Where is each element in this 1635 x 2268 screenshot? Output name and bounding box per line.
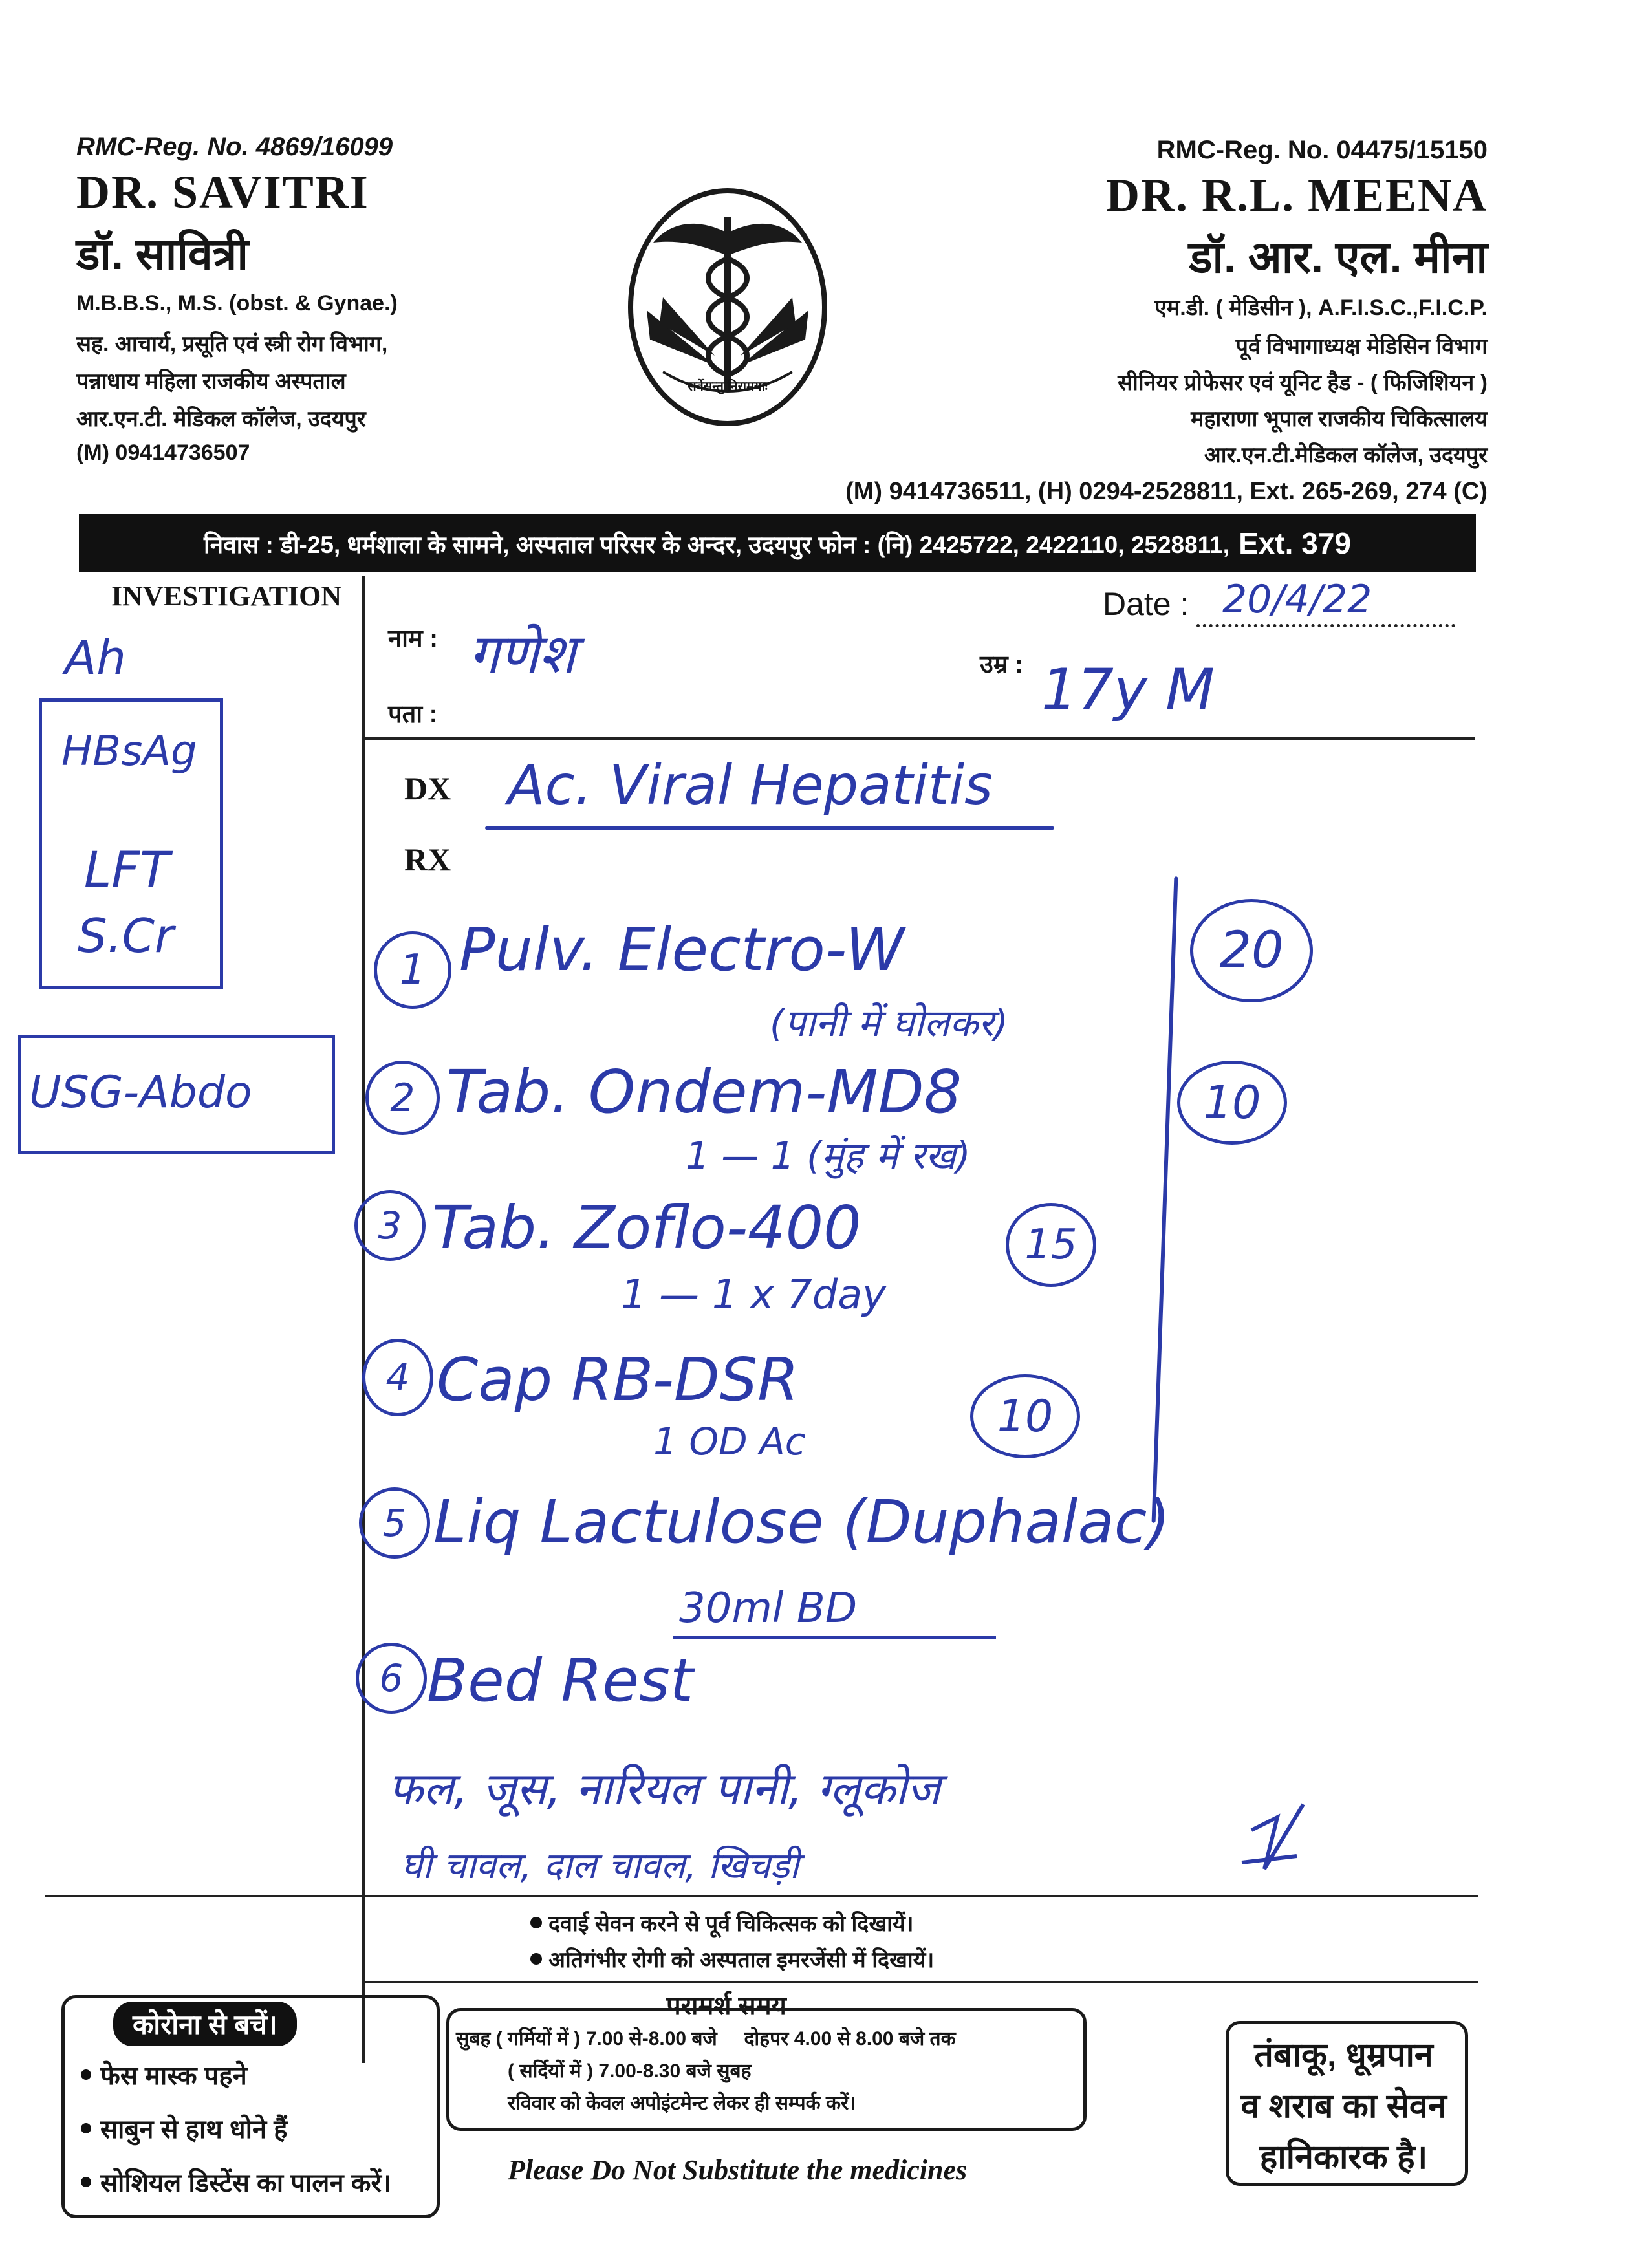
tobacco-line2: व शराब का सेवन — [1240, 2088, 1447, 2125]
footer-note: Please Do Not Substitute the medicines — [508, 2154, 968, 2186]
investigation-ah: Ah — [65, 631, 126, 685]
rx-qty-2: 10 — [1177, 1061, 1287, 1145]
name-label: नाम : — [388, 625, 438, 653]
warning-2 — [530, 1944, 934, 1974]
right-doctor-line2: सीनियर प्रोफेसर एवं यूनिट हैड - ( फिजिशियन ) — [1118, 371, 1488, 395]
rx-num-5: 5 — [359, 1487, 430, 1559]
rx-detail-1: (पानी में घोलकर) — [770, 1001, 1008, 1045]
address-text: निवास : डी-25, धर्मशाला के सामने, अस्पताल परिसर के अन्दर, उदयपुर फोन : (नि) 2425722, 2422110, 2528811, — [203, 531, 1230, 558]
left-doctor-mobile: (M) 09414736507 — [76, 440, 250, 465]
age-label: उम्र : — [980, 651, 1023, 678]
date-dotline — [1196, 624, 1455, 627]
header-divider — [365, 737, 1475, 740]
vertical-divider — [362, 576, 365, 2063]
left-doctor-line3: आर.एन.टी. मेडिकल कॉलेज, उदयपुर — [76, 407, 366, 431]
investigation-lft: LFT — [84, 841, 170, 898]
qty-bracket-line — [1152, 876, 1178, 1523]
date-label: Date : — [1103, 586, 1189, 622]
bullet-icon — [81, 2123, 91, 2133]
rx-detail-5-underline — [673, 1636, 996, 1639]
consult-line1: सुबह ( गर्मियों में ) 7.00 से-8.00 बजे दोहपर 4.00 से 8.00 बजे तक — [456, 2028, 956, 2049]
corona-item-3 — [81, 2164, 391, 2199]
corona-item-1-text: फेस मास्क पहने — [100, 2062, 247, 2090]
rx-name-2: Tab. Ondem-MD8 — [446, 1057, 962, 1127]
right-doctor-line3: महाराणा भूपाल राजकीय चिकित्सालय — [1191, 407, 1488, 431]
corona-item-3-text: सोशियल डिस्टेंस का पालन करें। — [100, 2169, 391, 2198]
rx-label: RX — [404, 841, 451, 878]
rx-qty-4: 10 — [970, 1374, 1080, 1458]
bullet-icon — [530, 1953, 542, 1965]
rx-num-2: 2 — [365, 1061, 440, 1135]
rx-name-1: Pulv. Electro-W — [459, 915, 905, 984]
address-ext: Ext. 379 — [1239, 526, 1351, 560]
consult-title: परामर्श समय — [666, 1992, 786, 2020]
rx-qty-3: 15 — [1006, 1203, 1096, 1287]
bullet-icon — [81, 2069, 91, 2080]
diagnosis-underline — [485, 826, 1054, 830]
consult-line2: ( सर्दियों में ) 7.00-8.30 बजे सुबह — [508, 2060, 752, 2082]
logo-motto: सर्वेसन्तु निरामयाः — [688, 380, 768, 394]
rx-detail-3: 1 — 1 x 7day — [621, 1271, 886, 1318]
rx-name-4: Cap RB-DSR — [437, 1345, 799, 1414]
corona-item-2-text: साबुन से हाथ धोने हैं — [100, 2115, 288, 2144]
consult-line3: रविवार को केवल अपोइंटमेन्ट लेकर ही सम्पर्क करें। — [508, 2093, 856, 2114]
bottom-divider — [45, 1895, 1478, 1897]
rx-detail-2: 1 — 1 (मुंह में रख) — [686, 1134, 971, 1178]
investigation-hbsag: HBsAg — [61, 728, 197, 775]
corona-items — [81, 2057, 391, 2199]
warning-2-text: अतिगंभीर रोगी को अस्पताल इमरजेंसी में दिखायें। — [548, 1948, 935, 1972]
right-doctor-name-en: DR. R.L. MEENA — [1105, 169, 1488, 221]
rx-num-1: 1 — [374, 931, 451, 1009]
bullet-icon — [530, 1917, 542, 1928]
diagnosis-text: Ac. Viral Hepatitis — [508, 753, 993, 817]
rx-num-3: 3 — [354, 1190, 426, 1261]
corona-item-1 — [81, 2057, 391, 2092]
left-doctor-reg: RMC-Reg. No. 4869/16099 — [76, 133, 393, 161]
bullet-icon — [81, 2177, 91, 2187]
left-doctor-line2: पन्नाधाय महिला राजकीय अस्पताल — [76, 369, 346, 394]
right-doctor-degree: एम.डी. ( मेडिसीन ), A.F.I.S.C.,F.I.C.P. — [1154, 296, 1488, 320]
right-doctor-header — [776, 136, 1488, 506]
rx-name-3: Tab. Zoflo-400 — [432, 1193, 861, 1262]
tobacco-line3: हानिकारक है। — [1259, 2139, 1428, 2176]
address-bar — [79, 514, 1476, 572]
right-doctor-phones: (M) 9414736511, (H) 0294-2528811, Ext. 265-269, 274 (C) — [845, 478, 1488, 505]
address-label: पता : — [388, 701, 438, 728]
diet-note-line2: घी चावल, दाल चावल, खिचड़ी — [401, 1845, 799, 1887]
rx-detail-5: 30ml BD — [679, 1584, 858, 1632]
doctor-signature — [1239, 1791, 1310, 1892]
corona-title: कोरोना से बचें। — [113, 2002, 297, 2046]
warnings-list — [530, 1908, 934, 1974]
left-doctor-name-hi: डॉ. सावित्री — [76, 230, 248, 279]
investigation-scr: S.Cr — [78, 909, 174, 963]
right-doctor-name-hi: डॉ. आर. एल. मीना — [1189, 233, 1488, 282]
patient-age: 17y M — [1041, 656, 1215, 723]
rx-qty-1: 20 — [1190, 899, 1313, 1002]
tobacco-text — [1226, 2031, 1462, 2179]
rx-num-4: 4 — [362, 1339, 433, 1416]
patient-name: गणेश — [469, 622, 576, 686]
right-doctor-line1: पूर्व विभागाध्यक्ष मेडिसिन विभाग — [1235, 334, 1488, 359]
rx-num-6: 6 — [356, 1643, 427, 1714]
left-doctor-line1: सह. आचार्य, प्रसूति एवं स्त्री रोग विभाग, — [76, 332, 388, 356]
rx-detail-4: 1 OD Ac — [653, 1420, 806, 1463]
tobacco-line1: तंबाकू, धूम्रपान — [1254, 2036, 1433, 2074]
left-doctor-name-en: DR. SAVITRI — [76, 166, 369, 218]
warning-1 — [530, 1908, 934, 1938]
footer-top-rule — [365, 1981, 1478, 1983]
right-doctor-reg: RMC-Reg. No. 04475/15150 — [1156, 136, 1488, 164]
right-doctor-line4: आर.एन.टी.मेडिकल कॉलेज, उदयपुर — [1204, 443, 1488, 468]
left-doctor-degree: M.B.B.S., M.S. (obst. & Gynae.) — [76, 291, 398, 316]
investigation-usg: USG-Abdo — [29, 1067, 252, 1118]
warning-1-text: दवाई सेवन करने से पूर्व चिकित्सक को दिखायें। — [548, 1912, 914, 1936]
dx-label: DX — [404, 770, 451, 806]
rx-name-5: Liq Lactulose (Duphalac) — [433, 1487, 1171, 1557]
corona-item-2 — [81, 2110, 391, 2146]
date-value: 20/4/22 — [1222, 577, 1372, 622]
diet-note-line1: फल, जूस, नारियल पानी, ग्लूकोज — [388, 1762, 941, 1815]
investigation-label: INVESTIGATION — [111, 580, 342, 612]
rx-name-6: Bed Rest — [427, 1646, 693, 1715]
left-doctor-header — [76, 133, 607, 466]
